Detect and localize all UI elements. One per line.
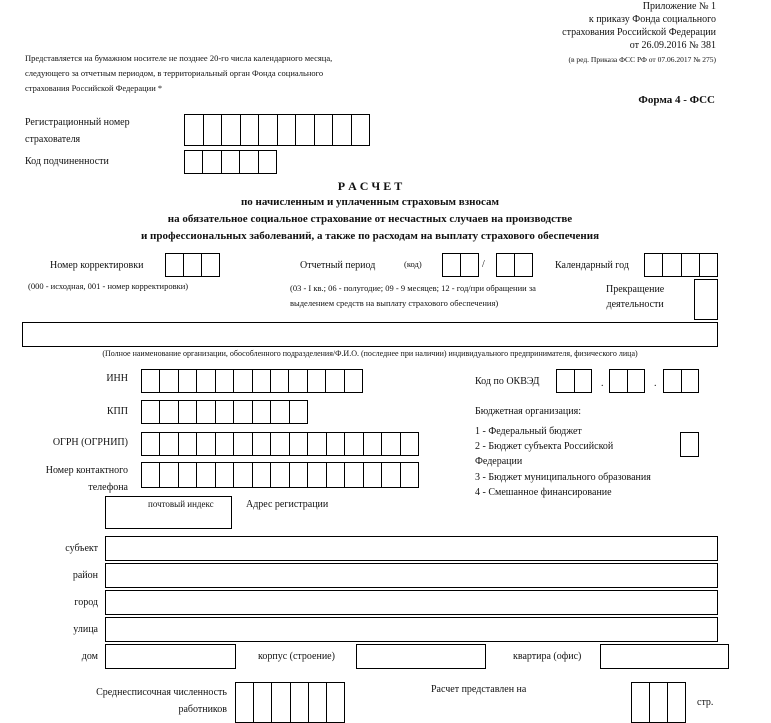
- input-cell[interactable]: [271, 463, 289, 487]
- pages-label: Расчет представлен на: [431, 684, 527, 695]
- note-line: выделением средств на выплату страхового обеспечения): [290, 298, 499, 308]
- input-cell[interactable]: [142, 370, 160, 392]
- revision-note: (в ред. Приказа ФСС РФ от 07.06.2017 № 275): [568, 55, 716, 64]
- phone-label: [46, 462, 128, 496]
- input-cell[interactable]: [166, 254, 184, 276]
- input-cell[interactable]: [610, 370, 628, 392]
- label-line: Номер контактного: [45, 465, 128, 476]
- budget-code-box[interactable]: [680, 432, 699, 457]
- termination-label: [606, 282, 664, 312]
- period-note: [290, 281, 536, 311]
- reg-number-label: [25, 114, 130, 148]
- okved-cells-3[interactable]: [663, 369, 699, 393]
- appendix-block: [562, 0, 716, 52]
- input-cell[interactable]: [185, 151, 203, 173]
- input-cell[interactable]: [253, 401, 271, 423]
- okved-cells-1[interactable]: [556, 369, 592, 393]
- input-cell[interactable]: [222, 151, 240, 173]
- input-cell[interactable]: [216, 401, 234, 423]
- budget-option: 3 - Бюджет муниципального образования: [475, 471, 651, 483]
- input-cell[interactable]: [278, 115, 297, 145]
- input-cell[interactable]: [291, 683, 309, 722]
- postal-index-label: почтовый индекс: [148, 499, 214, 509]
- appendix-line: Приложение № 1: [642, 1, 716, 12]
- input-cell[interactable]: [515, 254, 533, 276]
- input-cell[interactable]: [253, 433, 271, 455]
- label-line: работников: [178, 704, 227, 715]
- input-cell[interactable]: [216, 370, 234, 392]
- title-line: и профессиональных заболеваний, а также по расходам на выплату страхового обеспечения: [140, 230, 600, 242]
- submission-notice: [25, 51, 332, 96]
- input-cell[interactable]: [271, 433, 289, 455]
- input-cell[interactable]: [160, 401, 178, 423]
- input-cell[interactable]: [345, 463, 363, 487]
- input-cell[interactable]: [241, 115, 260, 145]
- input-cell[interactable]: [272, 683, 290, 722]
- input-cell[interactable]: [271, 401, 289, 423]
- org-name-caption: (Полное наименование организации, обособленного подразделения/Ф.И.О. (последнее при наличии) индивидуального предпринимателя, физического лица): [102, 349, 638, 358]
- input-cell[interactable]: [160, 433, 178, 455]
- input-cell[interactable]: [179, 463, 197, 487]
- input-cell[interactable]: [271, 370, 289, 392]
- input-cell[interactable]: [234, 370, 252, 392]
- input-cell[interactable]: [682, 254, 700, 276]
- input-cell[interactable]: [290, 463, 308, 487]
- headcount-label: [96, 684, 227, 718]
- input-cell[interactable]: [254, 683, 272, 722]
- input-cell[interactable]: [327, 463, 345, 487]
- input-cell[interactable]: [327, 433, 345, 455]
- input-cell[interactable]: [240, 151, 258, 173]
- input-cell[interactable]: [650, 683, 668, 722]
- termination-box[interactable]: [694, 279, 718, 320]
- input-cell[interactable]: [308, 463, 326, 487]
- input-cell[interactable]: [184, 254, 202, 276]
- input-cell[interactable]: [179, 433, 197, 455]
- appendix-line: от 26.09.2016 № 381: [629, 40, 716, 51]
- notice-line: следующего за отчетным периодом, в территориальный орган Фонда социального: [25, 68, 324, 78]
- label-line: Среднесписочная численность: [96, 687, 227, 698]
- appendix-line: к приказу Фонда социального: [588, 14, 716, 25]
- input-cell[interactable]: [296, 115, 315, 145]
- input-cell[interactable]: [290, 401, 308, 423]
- input-cell[interactable]: [222, 115, 241, 145]
- input-cell[interactable]: [315, 115, 334, 145]
- district-label: район: [72, 570, 98, 581]
- period-number-cells[interactable]: [496, 253, 533, 277]
- apartment-field[interactable]: [600, 644, 729, 669]
- inn-cells[interactable]: [141, 369, 363, 393]
- input-cell[interactable]: [364, 433, 382, 455]
- ogrn-cells[interactable]: [141, 432, 419, 456]
- title-line: на обязательное социальное страхование от несчастных случаев на производстве: [167, 213, 573, 225]
- code-label: (код): [404, 259, 422, 269]
- input-cell[interactable]: [401, 433, 419, 455]
- kpp-label: КПП: [106, 406, 128, 417]
- input-cell[interactable]: [197, 463, 215, 487]
- address-title: Адрес регистрации: [246, 499, 329, 510]
- input-cell[interactable]: [664, 370, 682, 392]
- input-cell[interactable]: [234, 463, 252, 487]
- input-cell[interactable]: [668, 683, 686, 722]
- input-cell[interactable]: [202, 254, 220, 276]
- input-cell[interactable]: [308, 433, 326, 455]
- label-line: телефона: [88, 482, 128, 493]
- house-field[interactable]: [105, 644, 236, 669]
- notice-line: Представляется на бумажном носителе не позднее 20-го числа календарного месяца,: [25, 53, 333, 63]
- input-cell[interactable]: [204, 115, 223, 145]
- reg-number-cells[interactable]: [184, 114, 370, 146]
- form-name: Форма 4 - ФСС: [638, 94, 715, 106]
- budget-label: Бюджетная организация:: [475, 406, 581, 417]
- input-cell[interactable]: [160, 370, 178, 392]
- city-label: город: [74, 597, 98, 608]
- input-cell[interactable]: [309, 683, 327, 722]
- input-cell[interactable]: [179, 401, 197, 423]
- input-cell[interactable]: [259, 115, 278, 145]
- subordination-cells[interactable]: [184, 150, 277, 174]
- input-cell[interactable]: [142, 463, 160, 487]
- input-cell[interactable]: [461, 254, 479, 276]
- budget-option: 2 - Бюджет субъекта Российской: [475, 441, 614, 453]
- input-cell[interactable]: [253, 370, 271, 392]
- org-name-field[interactable]: [22, 322, 718, 347]
- input-cell[interactable]: [645, 254, 663, 276]
- building-field[interactable]: [356, 644, 486, 669]
- input-cell[interactable]: [197, 433, 215, 455]
- input-cell[interactable]: [345, 433, 363, 455]
- input-cell[interactable]: [236, 683, 254, 722]
- appendix-line: страхования Российской Федерации: [562, 27, 716, 38]
- label-line: Регистрационный номер: [25, 117, 130, 128]
- input-cell[interactable]: [352, 115, 371, 145]
- input-cell[interactable]: [364, 463, 382, 487]
- correction-label: Номер корректировки: [50, 260, 144, 271]
- input-cell[interactable]: [700, 254, 718, 276]
- pages-unit: стр.: [697, 697, 714, 708]
- building-label: корпус (строение): [258, 651, 335, 662]
- budget-option: 4 - Смешанное финансирование: [475, 486, 612, 498]
- input-cell[interactable]: [382, 433, 400, 455]
- label-line: страхователя: [25, 134, 81, 145]
- title-line: по начисленным и уплаченным страховым взносам: [240, 196, 500, 208]
- input-cell[interactable]: [259, 151, 277, 173]
- input-cell[interactable]: [234, 433, 252, 455]
- slash: /: [482, 259, 485, 270]
- input-cell[interactable]: [216, 463, 234, 487]
- input-cell[interactable]: [326, 370, 344, 392]
- input-cell[interactable]: [216, 433, 234, 455]
- headcount-cells[interactable]: [235, 682, 345, 723]
- label-line: деятельности: [606, 299, 664, 310]
- input-cell[interactable]: [197, 401, 215, 423]
- okved-dot: .: [601, 378, 604, 389]
- inn-label: ИНН: [106, 373, 128, 384]
- house-label: дом: [81, 651, 98, 662]
- input-cell[interactable]: [203, 151, 221, 173]
- input-cell[interactable]: [142, 401, 160, 423]
- subject-label: субъект: [65, 543, 98, 554]
- input-cell[interactable]: [185, 115, 204, 145]
- subject-field[interactable]: [105, 536, 718, 561]
- input-cell[interactable]: [345, 370, 363, 392]
- apartment-label: квартира (офис): [513, 651, 582, 662]
- input-cell[interactable]: [682, 370, 700, 392]
- label-line: Прекращение: [606, 284, 665, 295]
- input-cell[interactable]: [308, 370, 326, 392]
- input-cell[interactable]: [289, 370, 307, 392]
- note-line: (03 - I кв.; 06 - полугодие; 09 - 9 месяцев; 12 - год/при обращении за: [290, 283, 536, 293]
- okved-dot: .: [654, 378, 657, 389]
- input-cell[interactable]: [663, 254, 681, 276]
- input-cell[interactable]: [333, 115, 352, 145]
- input-cell[interactable]: [632, 683, 650, 722]
- input-cell[interactable]: [234, 401, 252, 423]
- input-cell[interactable]: [443, 254, 461, 276]
- okved-label: Код по ОКВЭД: [475, 376, 540, 387]
- street-label: улица: [73, 624, 98, 635]
- input-cell[interactable]: [179, 370, 197, 392]
- budget-options: [475, 424, 651, 500]
- input-cell[interactable]: [253, 463, 271, 487]
- pages-cells[interactable]: [631, 682, 686, 723]
- document-title: Р А С Ч Е Т: [337, 179, 403, 193]
- input-cell[interactable]: [382, 463, 400, 487]
- input-cell[interactable]: [327, 683, 345, 722]
- budget-option: 1 - Федеральный бюджет: [475, 426, 582, 437]
- phone-cells[interactable]: [141, 462, 419, 488]
- input-cell[interactable]: [628, 370, 646, 392]
- period-code-cells[interactable]: [442, 253, 479, 277]
- notice-line: страхования Российской Федерации *: [25, 83, 163, 93]
- input-cell[interactable]: [142, 433, 160, 455]
- district-field[interactable]: [105, 563, 718, 588]
- kpp-cells[interactable]: [141, 400, 308, 424]
- ogrn-label: ОГРН (ОГРНИП): [52, 437, 128, 448]
- input-cell[interactable]: [197, 370, 215, 392]
- correction-cells[interactable]: [165, 253, 220, 277]
- input-cell[interactable]: [557, 370, 575, 392]
- city-field[interactable]: [105, 590, 718, 615]
- correction-note: (000 - исходная, 001 - номер корректировки): [28, 281, 189, 291]
- input-cell[interactable]: [290, 433, 308, 455]
- period-label: Отчетный период: [300, 260, 376, 271]
- input-cell[interactable]: [575, 370, 593, 392]
- budget-option: Федерации: [475, 456, 523, 468]
- subordination-label: Код подчиненности: [25, 156, 109, 167]
- input-cell[interactable]: [401, 463, 419, 487]
- year-label: Календарный год: [555, 260, 629, 271]
- okved-cells-2[interactable]: [609, 369, 645, 393]
- input-cell[interactable]: [497, 254, 515, 276]
- street-field[interactable]: [105, 617, 718, 642]
- year-cells[interactable]: [644, 253, 718, 277]
- input-cell[interactable]: [160, 463, 178, 487]
